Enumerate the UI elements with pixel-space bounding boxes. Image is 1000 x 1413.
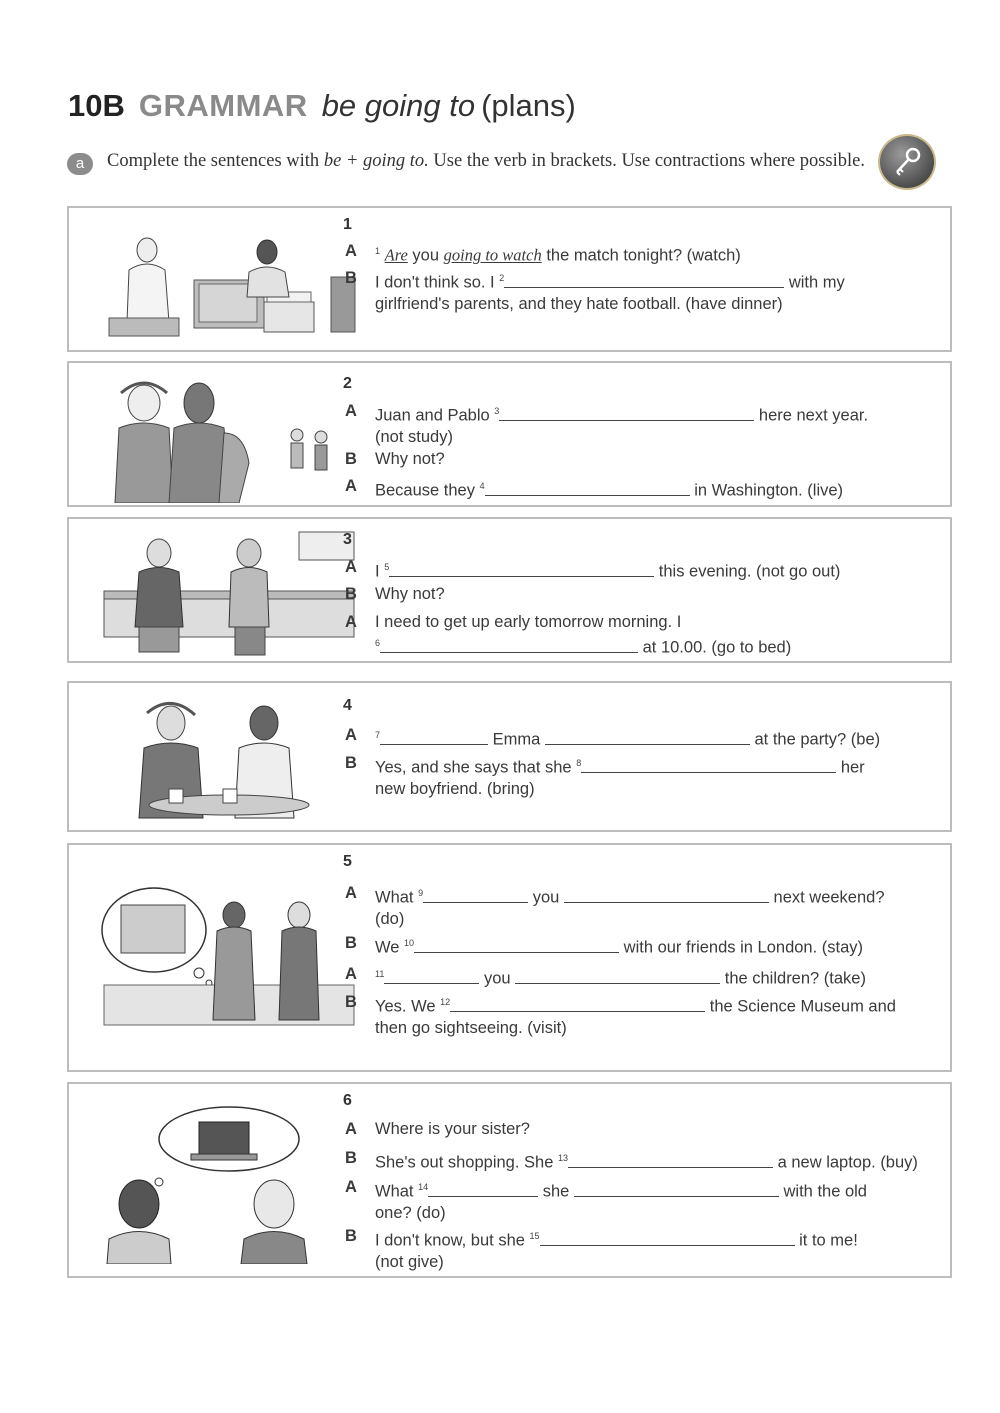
dialogue-text: (do) — [375, 909, 405, 928]
dialogue-text: We — [375, 938, 400, 957]
speaker-label: A — [345, 884, 357, 902]
gap-number: 11 — [375, 969, 385, 979]
dialogue-text: with my girlfriend's parents, and they hate football. (have dinner) — [375, 273, 845, 313]
dialogue-text: the children? (take) — [724, 969, 866, 988]
example-answer: going to watch — [443, 245, 542, 265]
instruction-text-rest: Use the verb in brackets. Use contractions where possible. — [428, 151, 865, 171]
speaker-label: A — [345, 1120, 357, 1138]
cafe-illustration — [99, 693, 361, 825]
laptop-thought-illustration — [99, 1104, 361, 1264]
section-label: GRAMMAR — [138, 88, 308, 123]
answer-blank-7a[interactable] — [380, 729, 488, 745]
instruction-text: Complete the sentences with — [107, 151, 324, 171]
item-box-4 — [67, 681, 952, 832]
item-number: 3 — [343, 531, 352, 548]
speaker-label: A — [345, 1178, 357, 1196]
students-illustration — [99, 373, 361, 503]
dialogue-text: Because they — [375, 481, 475, 500]
gap-number: 9 — [418, 888, 424, 898]
dialogue-text: Where is your sister? — [375, 1120, 530, 1138]
speaker-label: A — [345, 613, 357, 631]
gap-number: 6 — [375, 638, 381, 648]
dialogue-text: I don't think so. I — [375, 273, 495, 292]
dialogue-text: the Science Museum and — [709, 997, 896, 1016]
grammar-topic: be going to — [321, 88, 476, 123]
speaker-label: B — [345, 269, 357, 287]
dialogue-text: one? (do) — [375, 1203, 446, 1222]
item-number: 4 — [343, 697, 352, 714]
dialogue-text: What — [375, 1182, 414, 1201]
item-box-6 — [67, 1082, 952, 1278]
dialogue-text: Yes, and she says that she — [375, 758, 572, 777]
dialogue-text: she — [542, 1182, 570, 1201]
dialogue-text: Yes. We — [375, 997, 436, 1016]
kitchen-illustration — [99, 527, 361, 659]
grammar-topic-paren: (plans) — [481, 88, 576, 123]
item-number: 2 — [343, 375, 352, 392]
dialogue-text: (not study) — [375, 427, 453, 446]
gap-number: 4 — [479, 481, 485, 491]
speaker-label: A — [345, 242, 357, 260]
answer-blank-14b[interactable] — [574, 1181, 779, 1197]
speaker-label: B — [345, 993, 357, 1011]
gap-number: 7 — [375, 730, 381, 740]
answer-blank-15[interactable] — [540, 1230, 795, 1246]
speaker-label: A — [345, 477, 357, 495]
speaker-label: A — [345, 402, 357, 420]
dialogue-text: She's out shopping. She — [375, 1153, 554, 1172]
key-icon[interactable] — [878, 134, 936, 190]
dialogue-text: with the old — [783, 1182, 867, 1201]
answer-blank-2[interactable] — [504, 272, 784, 288]
dialogue-text: her — [840, 758, 865, 777]
dialogue-text: What — [375, 888, 414, 907]
answer-blank-6[interactable] — [380, 637, 638, 653]
gap-number: 14 — [418, 1182, 429, 1192]
dialogue-text: Why not? — [375, 450, 445, 468]
gap-number: 3 — [494, 406, 500, 416]
dialogue-text: Emma — [492, 730, 541, 749]
gap-number: 1 — [375, 246, 381, 256]
answer-blank-5[interactable] — [389, 561, 654, 577]
gap-number: 12 — [440, 997, 451, 1007]
answer-blank-14a[interactable] — [428, 1181, 538, 1197]
speaker-label: B — [345, 585, 357, 603]
weekend-plans-illustration — [99, 885, 361, 1035]
answer-blank-13[interactable] — [568, 1152, 773, 1168]
answer-blank-12[interactable] — [450, 996, 705, 1012]
answer-blank-10[interactable] — [414, 937, 619, 953]
item-box-2 — [67, 361, 952, 507]
dialogue-text: it to me! — [799, 1231, 858, 1250]
gap-number: 13 — [557, 1153, 568, 1163]
dialogue-text: you — [412, 246, 440, 265]
speaker-label: B — [345, 934, 357, 952]
dialogue-text: with our friends in London. (stay) — [623, 938, 864, 957]
speaker-label: B — [345, 1149, 357, 1167]
office-workers-illustration — [99, 222, 361, 342]
dialogue-text: in Washington. (live) — [694, 481, 844, 500]
dialogue-text: Why not? — [375, 585, 445, 603]
answer-blank-9b[interactable] — [564, 887, 769, 903]
dialogue-text: I need to get up early tomorrow morning. I — [375, 613, 682, 631]
gap-number: 5 — [384, 562, 390, 572]
speaker-label: A — [345, 726, 357, 744]
dialogue-text: you — [483, 969, 511, 988]
dialogue-text: I — [375, 562, 380, 581]
answer-blank-11b[interactable] — [515, 968, 720, 984]
dialogue-text: next weekend? — [773, 888, 885, 907]
dialogue-text: at 10.00. (go to bed) — [642, 638, 792, 657]
item-number: 5 — [343, 853, 352, 870]
item-number: 6 — [343, 1092, 352, 1109]
answer-blank-3[interactable] — [499, 405, 754, 421]
dialogue-text: this evening. (not go out) — [658, 562, 841, 581]
dialogue-text: the match tonight? (watch) — [546, 246, 741, 265]
speaker-label: A — [345, 558, 357, 576]
speaker-label: B — [345, 1227, 357, 1245]
gap-number: 2 — [499, 273, 505, 283]
exercise-instruction — [107, 151, 867, 172]
item-box-1 — [67, 206, 952, 352]
dialogue-text: you — [532, 888, 560, 907]
dialogue-text: Juan and Pablo — [375, 406, 490, 425]
item-number: 1 — [343, 216, 352, 233]
gap-number: 10 — [404, 938, 415, 948]
answer-blank-11a[interactable] — [384, 968, 479, 984]
item-box-3 — [67, 517, 952, 663]
page-title — [68, 88, 576, 124]
speaker-label: B — [345, 450, 357, 468]
unit-code: 10B — [68, 88, 125, 123]
dialogue-text: here next year. — [758, 406, 869, 425]
speaker-label: B — [345, 754, 357, 772]
answer-blank-4[interactable] — [485, 480, 690, 496]
dialogue-text: a new laptop. (buy) — [777, 1153, 918, 1172]
instruction-emphasis: be + going to. — [323, 151, 429, 171]
answer-blank-9a[interactable] — [423, 887, 528, 903]
gap-number: 8 — [576, 758, 582, 768]
item-box-5 — [67, 843, 952, 1072]
gap-number: 15 — [529, 1231, 540, 1241]
speaker-label: A — [345, 965, 357, 983]
exercise-badge: a — [67, 153, 93, 175]
example-answer: Are — [384, 245, 408, 265]
answer-blank-7b[interactable] — [545, 729, 750, 745]
dialogue-text: I don't know, but she — [375, 1231, 525, 1250]
dialogue-text: new boyfriend. (bring) — [375, 779, 535, 798]
answer-blank-8[interactable] — [581, 757, 836, 773]
dialogue-text: (not give) — [375, 1252, 444, 1271]
dialogue-text: then go sightseeing. (visit) — [375, 1018, 567, 1037]
dialogue-text: at the party? (be) — [754, 730, 881, 749]
